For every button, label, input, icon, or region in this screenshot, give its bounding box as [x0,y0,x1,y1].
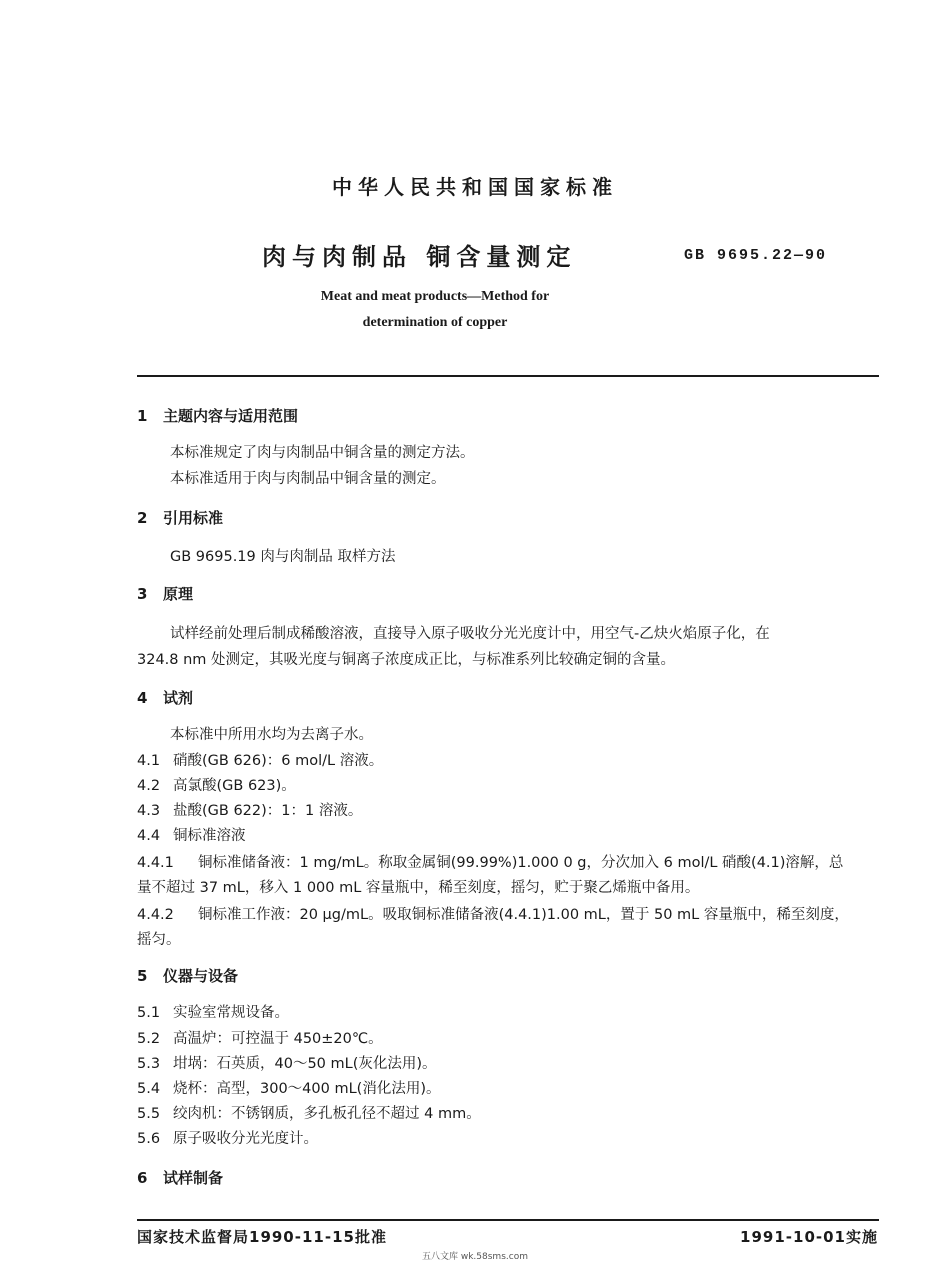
standard-number: GB 9695.22—90 [684,247,828,264]
item-text: 烧杯：高型，300～400 mL(消化法用)。 [173,1081,441,1097]
list-item [137,1001,289,1022]
section-number: 2 [137,509,148,527]
item-text: 坩埚：石英质，40～50 mL(灰化法用)。 [173,1056,437,1072]
item-number: 4.4.1 [137,855,174,871]
section-title: 试剂 [163,689,194,707]
item-number: 4.4.2 [137,907,174,923]
item-text: 铜标准工作液：20 μg/mL。吸取铜标准储备液(4.4.1)1.00 mL，置于 50 mL 容量瓶中，稀至刻度， [198,907,849,923]
item-number: 4.4 [137,828,161,844]
section-title: 试样制备 [163,1169,224,1187]
section-number: 3 [137,585,148,603]
item-continuation: 摇匀。 [137,932,181,948]
watermark: 五八文库 wk.58sms.com [422,1252,528,1262]
effective-date: 1991-10-01实施 [740,1228,878,1246]
item-text: 原子吸收分光光度计。 [173,1131,318,1147]
section-5-heading [137,965,238,986]
section-number: 1 [137,407,148,425]
section-2-heading [137,507,223,528]
item-text: 铜标准储备液：1 mg/mL。称取金属铜(99.99%)1.000 0 g，分次加入 6 mol/L 硝酸(4.1)溶解，总 [198,855,844,871]
organization-title: 中华人民共和国国家标准 [332,175,618,199]
section-number: 4 [137,689,148,707]
list-item [137,1127,318,1148]
section-3-heading [137,583,193,604]
section-6-heading [137,1167,223,1188]
item-number: 5.6 [137,1131,161,1147]
paragraph-continuation: 324.8 nm 处测定，其吸光度与铜离子浓度成正比，与标准系列比较确定铜的含量。 [137,652,676,668]
list-item [137,1102,481,1123]
list-item [137,851,843,872]
list-item [137,1052,437,1073]
list-item [137,824,246,845]
item-text: 盐酸(GB 622)：1：1 溶液。 [173,803,363,819]
item-number: 4.1 [137,753,161,769]
english-title-line1: Meat and meat products—Method for [320,289,550,304]
section-title: 引用标准 [163,509,224,527]
item-number: 5.5 [137,1106,161,1122]
list-item [137,1027,383,1048]
list-item [137,1077,440,1098]
section-title: 仪器与设备 [163,967,239,985]
item-number: 5.4 [137,1081,161,1097]
list-item [137,774,296,795]
paragraph: 本标准适用于肉与肉制品中铜含量的测定。 [170,471,446,487]
item-text: 高温炉：可控温于 450±20℃。 [173,1031,383,1047]
section-number: 6 [137,1169,148,1187]
paragraph: 试样经前处理后制成稀酸溶液，直接导入原子吸收分光光度计中，用空气-乙炔火焰原子化，在 [170,626,770,642]
item-number: 4.2 [137,778,161,794]
item-text: 绞肉机：不锈钢质，多孔板孔径不超过 4 mm。 [173,1106,481,1122]
section-title: 原理 [163,585,194,603]
item-number: 5.1 [137,1005,161,1021]
section-1-heading [137,405,298,426]
document-title: 肉与肉制品 铜含量测定 [262,243,577,271]
section-number: 5 [137,967,148,985]
english-title-line2: determination of copper [362,315,508,330]
paragraph: 本标准规定了肉与肉制品中铜含量的测定方法。 [170,445,475,461]
item-number: 4.3 [137,803,161,819]
item-continuation: 量不超过 37 mL，移入 1 000 mL 容量瓶中，稀至刻度，摇匀，贮于聚乙烯瓶中备用。 [137,880,700,896]
item-text: 高氯酸(GB 623)。 [173,778,296,794]
section-title: 主题内容与适用范围 [163,407,299,425]
footer-divider [137,1219,879,1221]
item-number: 5.2 [137,1031,161,1047]
approval-date: 国家技术监督局1990-11-15批准 [137,1228,387,1246]
item-text: 硝酸(GB 626)：6 mol/L 溶液。 [173,753,384,769]
item-number: 5.3 [137,1056,161,1072]
list-item [137,799,362,820]
reference-item: GB 9695.19 肉与肉制品 取样方法 [170,549,396,565]
header-divider [137,375,879,377]
paragraph: 本标准中所用水均为去离子水。 [170,727,373,743]
list-item [137,749,383,770]
item-text: 铜标准溶液 [173,828,246,844]
section-4-heading [137,687,193,708]
item-text: 实验室常规设备。 [173,1005,289,1021]
list-item [137,903,849,924]
